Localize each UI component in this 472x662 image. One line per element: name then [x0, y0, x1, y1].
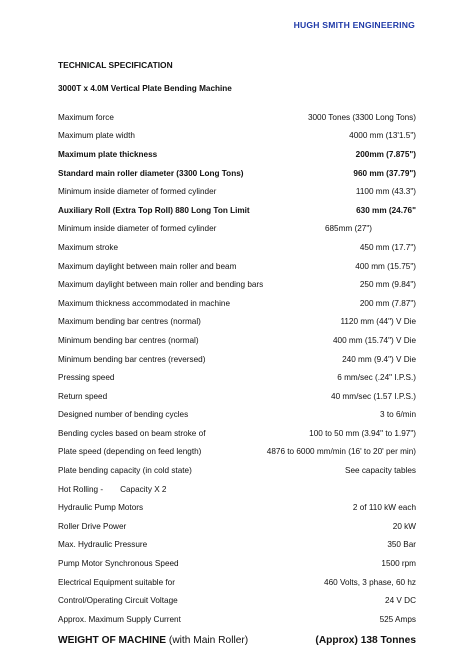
spec-row-circuit-voltage: [58, 591, 416, 610]
spec-label: Maximum thickness accommodated in machine: [58, 298, 231, 308]
spec-value: 400 mm (15.75"): [355, 261, 416, 271]
spec-label: Max. Hydraulic Pressure: [58, 540, 148, 550]
spec-row-machine-weight: [58, 631, 416, 651]
spec-label: Standard main roller diameter (3300 Long Tons): [58, 168, 244, 178]
spec-value: 350 Bar: [387, 540, 416, 550]
spec-value: 450 mm (17.7"): [359, 242, 416, 252]
spec-label: Minimum inside diameter of formed cylinder: [58, 224, 217, 234]
spec-row-return-speed: [58, 387, 416, 406]
spec-label: Plate speed (depending on feed length): [58, 447, 202, 457]
spec-value: 1100 mm (43.3"): [355, 187, 416, 197]
spec-row-max-force: [58, 108, 416, 127]
spec-label: Electrical Equipment suitable for: [58, 577, 175, 587]
spec-value: 200mm (7.875"): [355, 149, 416, 159]
spec-value: 3000 Tones (3300 Long Tons): [307, 112, 416, 122]
spec-label: Pressing speed: [58, 373, 115, 383]
spec-label: Bending cycles based on beam stroke of: [58, 428, 206, 438]
spec-row-min-bar-centres-reversed: [58, 350, 416, 369]
spec-value: 960 mm (37.79"): [353, 168, 416, 178]
spec-value: 4000 mm (13'1.5"): [349, 131, 416, 141]
spec-label: Maximum plate thickness: [58, 149, 158, 159]
spec-label: Approx. Maximum Supply Current: [58, 614, 181, 624]
spec-row-max-plate-width: [58, 127, 416, 146]
spec-row-max-plate-thickness: [58, 145, 416, 164]
weight-label-note: (with Main Roller): [166, 635, 249, 647]
spec-label: Minimum inside diameter of formed cylinder: [58, 187, 217, 197]
spec-row-main-roller-diameter: [58, 164, 416, 183]
weight-value: (Approx) 138 Tonnes: [315, 635, 416, 647]
spec-row-min-inside-diameter: [58, 182, 416, 201]
spec-row-max-bar-centres: [58, 313, 416, 332]
spec-value: Capacity X 2: [120, 484, 167, 494]
spec-label: Maximum plate width: [58, 131, 135, 141]
spec-label: Hot Rolling -: [58, 484, 104, 494]
weight-label-bold: WEIGHT OF MACHINE: [58, 635, 167, 647]
spec-label: Plate bending capacity (in cold state): [58, 466, 192, 476]
spec-value: 1120 mm (44") V Die: [340, 317, 416, 327]
spec-row-min-inside-diameter-aux: [58, 220, 416, 239]
spec-row-plate-speed: [58, 443, 416, 462]
spec-row-hot-rolling: [58, 480, 416, 499]
spec-value: 100 to 50 mm (3.94" to 1.97"): [309, 428, 416, 438]
spec-row-pump-speed: [58, 554, 416, 573]
spec-row-daylight-bars: [58, 275, 416, 294]
spec-value: 630 mm (24.76": [356, 205, 416, 215]
spec-value: 40 mm/sec (1.57 I.P.S.): [331, 391, 416, 401]
spec-label: Designed number of bending cycles: [58, 410, 189, 420]
spec-row-hydraulic-pressure: [58, 536, 416, 555]
spec-value: 1500 rpm: [381, 559, 416, 569]
spec-value: 6 mm/sec (.24" I.P.S.): [337, 373, 416, 383]
machine-title: 3000T x 4.0M Vertical Plate Bending Machine: [58, 84, 232, 93]
spec-value: 2 of 110 kW each: [352, 503, 416, 513]
spec-label: Minimum bending bar centres (normal): [58, 335, 199, 345]
spec-label: Maximum daylight between main roller and beam: [58, 261, 237, 271]
spec-value: 400 mm (15.74") V Die: [333, 335, 416, 345]
spec-value: 250 mm (9.84"): [359, 280, 416, 290]
document-heading: TECHNICAL SPECIFICATION: [58, 60, 173, 70]
spec-label: Auxiliary Roll (Extra Top Roll) 880 Long Ton Limit: [58, 205, 250, 215]
spec-value: 460 Volts, 3 phase, 60 hz: [324, 577, 416, 587]
spec-row-max-stroke: [58, 238, 416, 257]
spec-label: Return speed: [58, 391, 108, 401]
spec-value: 200 mm (7.87"): [359, 298, 416, 308]
spec-value: See capacity tables: [344, 466, 416, 476]
spec-value: 24 V DC: [385, 596, 416, 606]
spec-label: Maximum bending bar centres (normal): [58, 317, 201, 327]
spec-value: 4876 to 6000 mm/min (16' to 20' per min): [266, 447, 416, 457]
spec-label: Roller Drive Power: [58, 521, 127, 531]
spec-label: Maximum force: [58, 112, 114, 122]
spec-label: Maximum daylight between main roller and bending bars: [58, 280, 264, 290]
spec-row-roller-drive-power: [58, 517, 416, 536]
spec-value: 240 mm (9.4") V Die: [342, 354, 416, 364]
spec-row-max-thickness: [58, 294, 416, 313]
spec-label: Maximum stroke: [58, 242, 119, 252]
spec-label: Hydraulic Pump Motors: [58, 503, 144, 513]
spec-label: Minimum bending bar centres (reversed): [58, 354, 206, 364]
spec-row-supply-current: [58, 610, 416, 629]
spec-row-electrical-equipment: [58, 573, 416, 592]
spec-row-min-bar-centres: [58, 331, 416, 350]
spec-label: Control/Operating Circuit Voltage: [58, 596, 178, 606]
spec-value: 3 to 6/min: [380, 410, 416, 420]
company-name: HUGH SMITH ENGINEERING: [293, 20, 415, 30]
spec-label: Pump Motor Synchronous Speed: [58, 559, 179, 569]
spec-value: 20 kW: [392, 521, 416, 531]
spec-row-daylight-beam: [58, 257, 416, 276]
spec-list: [58, 108, 416, 651]
spec-row-bending-cycles: [58, 406, 416, 425]
spec-value: 525 Amps: [379, 614, 416, 624]
spec-row-cycles-beam-stroke: [58, 424, 416, 443]
spec-row-bending-capacity: [58, 461, 416, 480]
spec-row-auxiliary-roll: [58, 201, 416, 220]
weight-label: [58, 635, 248, 646]
spec-value: 685mm (27"): [324, 224, 372, 234]
spec-row-pressing-speed: [58, 368, 416, 387]
spec-row-pump-motors: [58, 498, 416, 517]
